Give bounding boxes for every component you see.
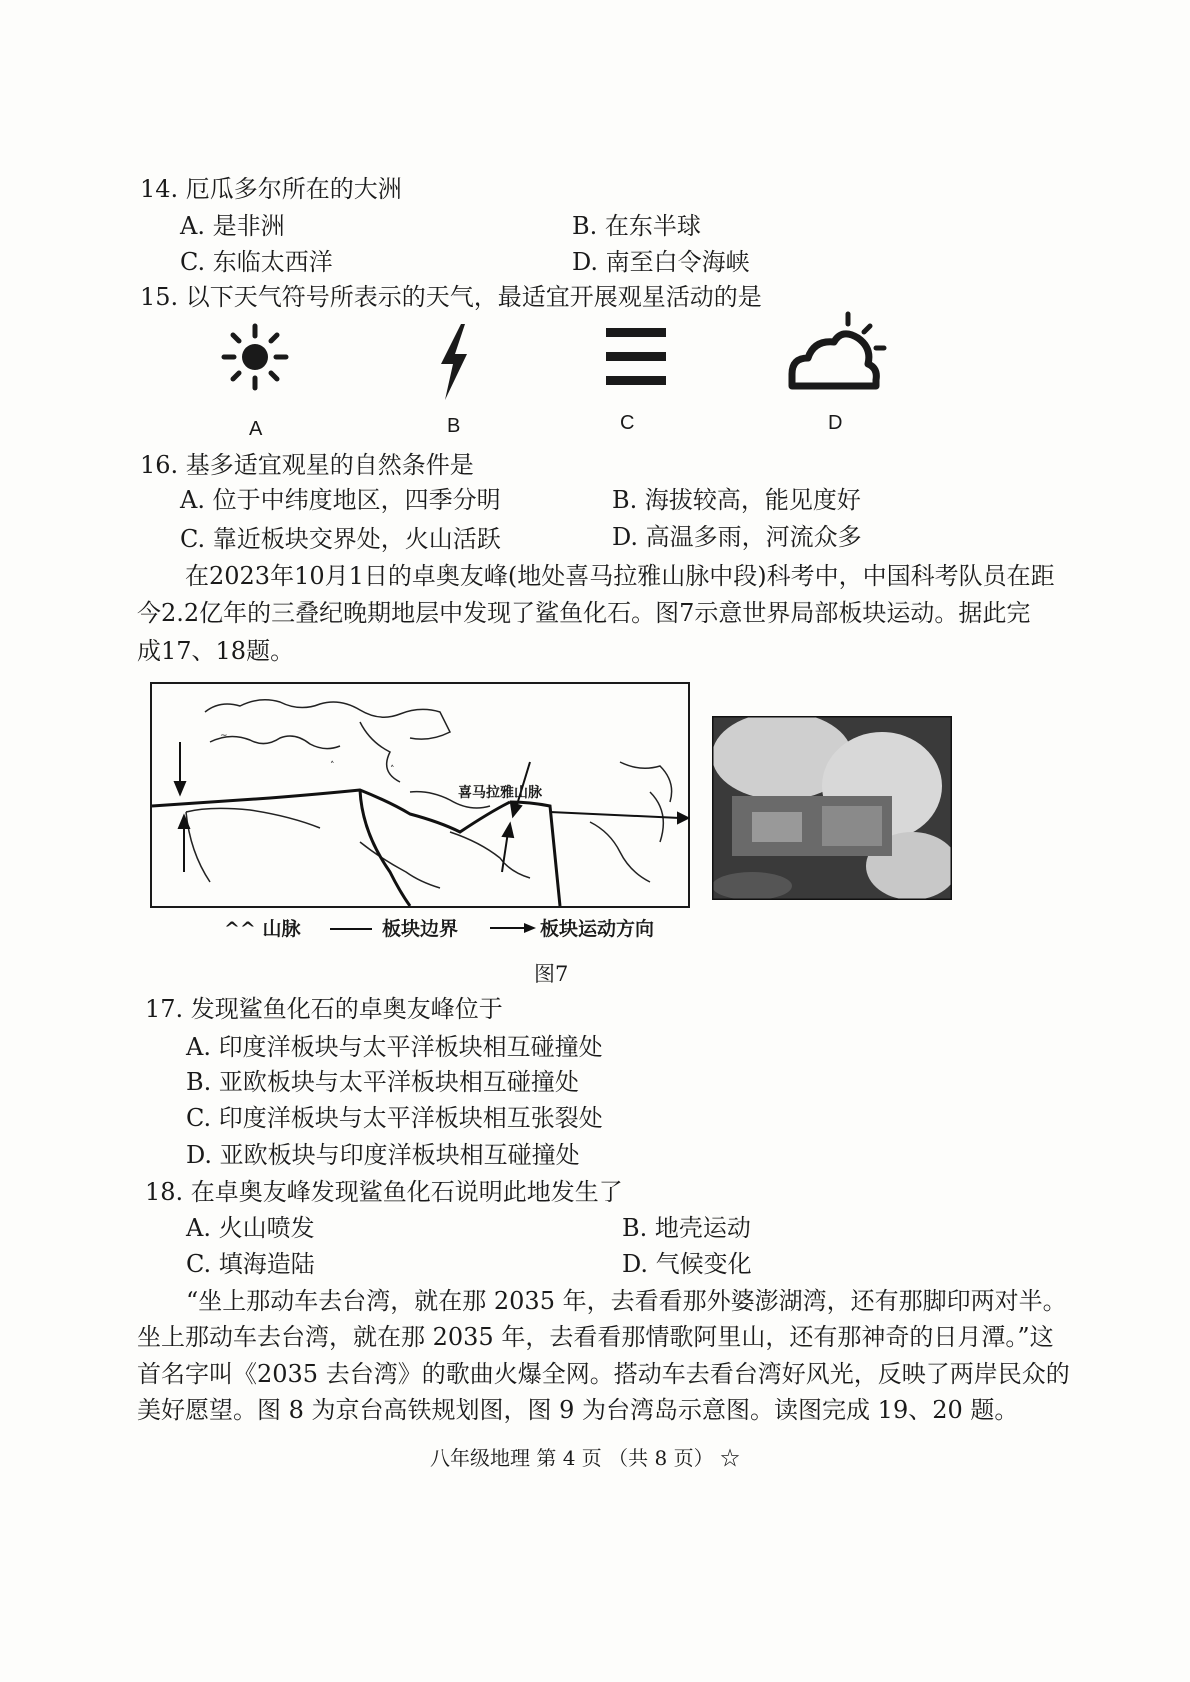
legend-arrow-icon: [490, 920, 536, 936]
q14-option-a: A. 是非洲: [180, 212, 285, 240]
legend-direction-label: 板块运动方向: [540, 918, 655, 940]
q14-option-d: D. 南至白令海峡: [572, 248, 750, 276]
lightning-icon: [433, 322, 473, 402]
q16-option-d: D. 高温多雨，河流众多: [612, 523, 862, 551]
passage1-line1: 在2023年10月1日的卓奥友峰(地处喜马拉雅山脉中段)科考中，中国科考队员在距: [185, 562, 1055, 590]
svg-text:˄: ˄: [390, 765, 395, 775]
q15-stem: 15. 以下天气符号所表示的天气，最适宜开展观星活动的是: [140, 283, 762, 311]
q14-stem: 14. 厄瓜多尔所在的大洲: [140, 175, 402, 203]
figure7-caption: 图7: [534, 962, 569, 986]
q18-option-b: B. 地壳运动: [622, 1214, 751, 1242]
q17-option-c: C. 印度洋板块与太平洋板块相互张裂处: [186, 1104, 603, 1132]
satellite-photo: [712, 716, 952, 900]
q17-stem: 17. 发现鲨鱼化石的卓奥友峰位于: [145, 995, 503, 1023]
symbol-label-d: D: [828, 412, 843, 434]
q16-option-b: B. 海拔较高，能见度好: [612, 486, 861, 514]
passage1-line3: 成17、18题。: [137, 637, 295, 665]
q14-option-b: B. 在东半球: [572, 212, 701, 240]
legend-boundary-label: 板块边界: [382, 918, 459, 940]
legend-boundary-line: [330, 928, 372, 930]
passage2-line2: 坐上那动车去台湾，就在那 2035 年，去看看那情歌阿里山，还有那神奇的日月潭。”这: [137, 1323, 1054, 1351]
q16-option-a: A. 位于中纬度地区，四季分明: [180, 486, 501, 514]
q17-option-a: A. 印度洋板块与太平洋板块相互碰撞处: [186, 1033, 603, 1061]
legend-mountain-label: 山脉: [262, 918, 301, 940]
q17-option-b: B. 亚欧板块与太平洋板块相互碰撞处: [186, 1068, 579, 1096]
q18-option-c: C. 填海造陆: [186, 1250, 315, 1278]
symbol-label-b: B: [447, 415, 461, 437]
q16-stem: 16. 基多适宜观星的自然条件是: [140, 451, 474, 479]
q18-option-a: A. 火山喷发: [186, 1214, 315, 1242]
symbol-label-c: C: [620, 412, 635, 434]
q18-stem: 18. 在卓奥友峰发现鲨鱼化石说明此地发生了: [145, 1178, 623, 1206]
passage2-line4: 美好愿望。图 8 为京台高铁规划图，图 9 为台湾岛示意图。读图完成 19、20 题。: [137, 1396, 1019, 1424]
q18-option-d: D. 气候变化: [622, 1250, 752, 1278]
q17-option-d: D. 亚欧板块与印度洋板块相互碰撞处: [186, 1141, 580, 1169]
sunny-icon: [220, 322, 290, 392]
fog-icon: [604, 322, 668, 394]
symbol-label-a: A: [249, 418, 263, 440]
passage2-line1: “坐上那动车去台湾，就在那 2035 年，去看看那外婆澎湖湾，还有那脚印两对半。: [186, 1287, 1067, 1315]
cloudy-icon: [782, 308, 892, 398]
q14-option-c: C. 东临太西洋: [180, 248, 333, 276]
q16-option-c: C. 靠近板块交界处，火山活跃: [180, 525, 501, 553]
map-label-himalaya: 喜马拉雅山脉: [458, 785, 542, 801]
passage1-line2: 今2.2亿年的三叠纪晚期地层中发现了鲨鱼化石。图7示意世界局部板块运动。据此完: [137, 599, 1031, 627]
svg-text:˄: ˄: [330, 761, 335, 771]
passage2-line3: 首名字叫《2035 去台湾》的歌曲火爆全网。搭动车去看台湾好风光，反映了两岸民众的: [137, 1360, 1070, 1388]
svg-text:~: ~: [220, 731, 228, 741]
mountain-symbol-icon: ^^: [224, 918, 256, 940]
plate-map: [150, 682, 690, 908]
legend-mountain: [224, 914, 300, 941]
page-footer: 八年级地理 第 4 页 （共 8 页） ☆: [430, 1446, 740, 1470]
